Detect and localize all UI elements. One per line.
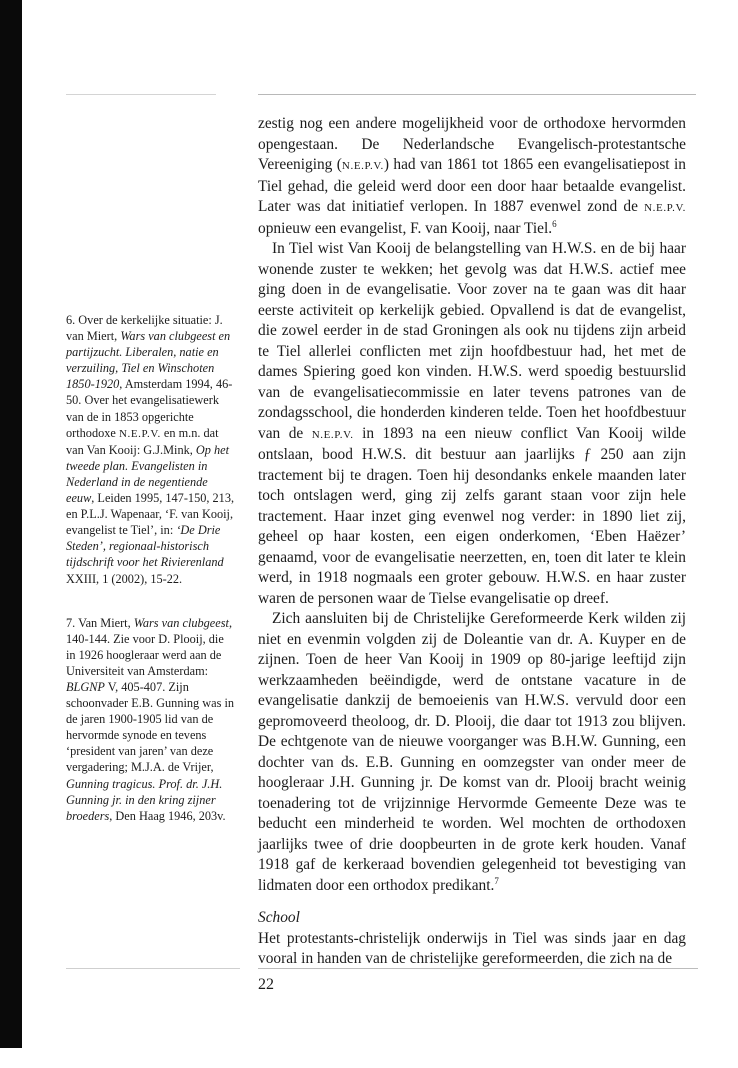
footer-rule [258, 968, 698, 969]
paragraph-4: Het protestants-christelijk onderwijs in Tiel was sinds jaar en dag vooral in handen van de christelijke gereformeerden, die zich na de [258, 929, 686, 967]
footnote-6: 6. Over de kerkelijke situatie: J. van Miert, Wars van clubgeest en partijzucht. Liberalen, natie en verzuiling, Tiel en Winschoten 1850-1920, Amsterdam 1994, 46-50. Over het evangelisatiewerk van de in 1853 opgerichte orthodoxe N.E.P.V. en m.n. dat van Van Kooij: G.J.Mink, Op het tweede plan. Evangelisten in Nederland in de negentiende eeuw, Leiden 1995, 147-150, 213, en P.L.J. Wapenaar, ‘F. van Kooij, evangelist te Tiel’, in: ‘De Drie Steden’, regionaal-historisch tijdschrift voor het Rivierenland XXIII, 1 (2002), 15-22. [66, 313, 235, 586]
footnote-ref-7[interactable]: 7 [494, 875, 499, 886]
paragraph-2: In Tiel wist Van Kooij de belangstelling van H.W.S. en de bij haar wonende zuster te wekken; het gevolg was dat H.W.S. actief mee ging doen in de evangelisatie. Voor zover na te gaan was dit haar eerste activiteit op kerkelijk gebied. Opvallend is dat de evangelist, die zowel eerder in de stad Groningen als ook nu tijdens zijn arbeid te Tiel allerlei conflicten met zijn hoofdbestuur had, het met de dames Spiering goed kon vinden. H.W.S. werd spoedig bestuurslid van de evangelisatiecommissie en later tevens patrones van de zondagsschool, die honderden kinderen telde. Toen het hoofdbestuur van de N.E.P.V. in 1893 na een nieuw conflict Van Kooij wilde ontslaan, bood H.W.S. dit bestuur aan jaarlijks ƒ 250 aan zijn tractement bij te dragen. Toen hij desondanks enkele maanden later toch ontslagen werd, ging zij zelfs garant staan voor zijn hele tractement. Haar inzet ging evenwel nog verder: in 1890 liet zij, geheel op haar kosten, een eigen onderkomen, ‘Eben Haëzer’ genaamd, voor de evangelisatie neerzetten, en, toen dit later te klein werd, in 1918 nogmaals een groter gebouw. H.W.S. en haar zuster waren de personen waar de Tielse evangelisatie op dreef. [258, 240, 686, 607]
main-text [258, 114, 686, 970]
header-rule [258, 94, 696, 95]
scan-edge-bar [0, 0, 22, 1048]
section-heading-school: School [258, 909, 300, 926]
footer-rule-left [66, 968, 240, 969]
footnote-7: 7. Van Miert, Wars van clubgeest, 140-144. Zie voor D. Plooij, die in 1926 hoogleraar werd aan de Universiteit van Amsterdam: BLGNP V, 405-407. Zijn schoonvader E.B. Gunning was in de jaren 1900-1905 lid van de hervormde synode en tevens ‘president van jaren’ van deze vergadering; M.J.A. de Vrijer, Gunning tragicus. Prof. dr. J.H. Gunning jr. in den kring zijner broeders, Den Haag 1946, 203v. [66, 615, 235, 823]
margin-notes [66, 312, 236, 852]
paragraph-3: Zich aansluiten bij de Christelijke Gereformeerde Kerk wilden zij niet en evenmin volgden zij de Doleantie van dr. A. Kuyper en de zijnen. Toen de heer Van Kooij in 1909 op 80-jarige leeftijd zijn werkzaamheden beëindigde, werd de ontstane vacature in de evangelisatie dankzij de bemoeienis van H.W.S. vervuld door een gepromoveerd theoloog, dr. D. Plooij, die daar tot 1913 zou blijven. De echtgenote van de nieuwe voorganger was B.H.W. Gunning, een dochter van ds. E.B. Gunning en oomzegster van onder meer de hoogleraar J.H. Gunning jr. De komst van dr. Plooij bracht weinig toenadering tot de vrijzinnige Hervormde Gemeente Deze was te beducht een minderheid te worden. Wel mochten de orthodoxen jaarlijks twee of drie doopbeurten in de grote kerk houden. Vanaf 1918 gaf de kerkeraad bovendien gelegenheid tot bevestiging van lidmaten door een orthodox predikant.$^7$ [258, 610, 686, 894]
header-rule-left [66, 94, 216, 95]
paragraph-1: zestig nog een andere mogelijkheid voor de orthodoxe hervormden opengestaan. De Nederlandsche Evangelisch-protestantsche Vereeniging (N.E.P.V.) had van 1861 tot 1865 een evangelisatiepost in Tiel gehad, die geleid werd door een door haar betaalde evangelist. Later was dat initiatief verlopen. In 1887 evenwel zond de N.E.P.V. opnieuw een evangelist, F. van Kooij, naar Tiel.$^6$ [258, 115, 686, 237]
footnote-ref-6[interactable]: 6 [552, 218, 557, 229]
page-number: 22 [258, 976, 274, 993]
